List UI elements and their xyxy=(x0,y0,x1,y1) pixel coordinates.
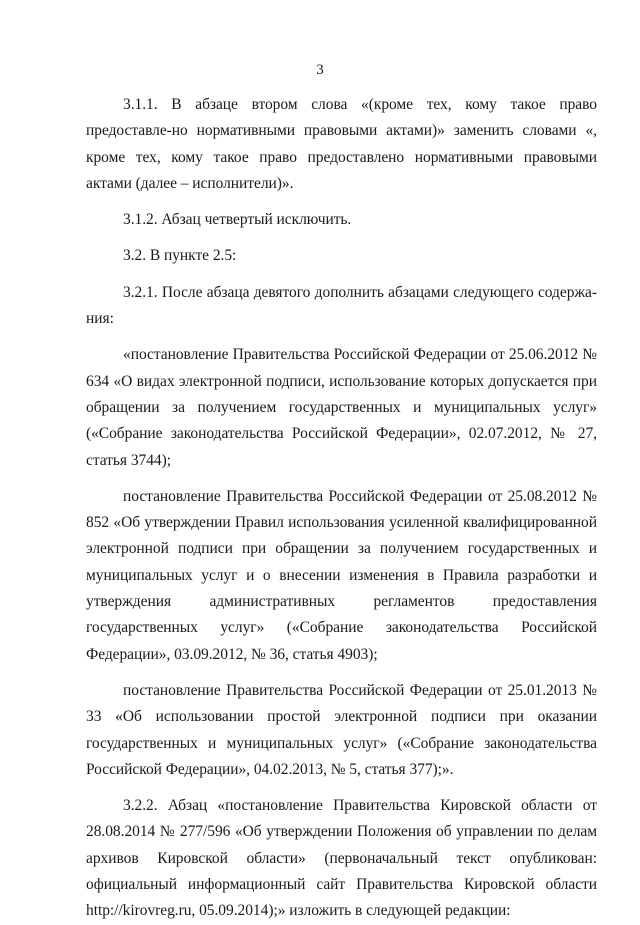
paragraph-3-2-2: 3.2.2. Абзац «постановление Правительства Кировской области от 28.08.2014 № 277/596 «Об утверждении Положения об управлении по делам архивов Кировской области» (первоначальный текст опубликован: официальный информационный сайт Правительства Кировской области http://kirovreg.ru, 05.09.2014);» изложить в следующей редакции: xyxy=(86,797,597,920)
paragraph-3-1-2: 3.1.2. Абзац четвертый исключить. xyxy=(123,211,352,229)
document-body xyxy=(86,92,597,925)
page-number: 3 xyxy=(316,62,324,78)
paragraph-3-1-1: 3.1.1. В абзаце втором слова «(кроме тех, кому такое право предоставле-но нормативными правовыми актами)» заменить словами «, кроме тех, кому такое право предоставлено нормативными правовыми актами (далее – исполнители)». xyxy=(86,96,597,192)
paragraph-resolution-852: постановление Правительства Российской Федерации от 25.08.2012 № 852 «Об утверждении Правил использования усиленной квалифицированной электронной подписи при обращении за получением государственных и муниципальных услуг и о внесении изменения в Правила разработки и утверждения административных регламентов предоставления государственных услуг» («Собрание законодательства Российской Федерации», 03.09.2012, № 36, статья 4903); xyxy=(86,487,597,663)
paragraph-resolution-33: постановление Правительства Российской Федерации от 25.01.2013 № 33 «Об использовании простой электронной подписи при оказании государственных и муниципальных услуг» («Собрание законодательства Российской Федерации», 04.02.2013, № 5, статья 377);». xyxy=(86,681,597,778)
paragraph-3-2: 3.2. В пункте 2.5: xyxy=(123,247,237,265)
paragraph-resolution-634: «постановление Правительства Российской Федерации от 25.06.2012 № 634 «О видах электронной подписи, использование которых допускается при обращении за получением государственных и муниципальных услуг» («Собрание законодательства Российской Федерации», 02.07.2012, № 27, статья 3744); xyxy=(86,346,597,469)
paragraph-3-2-1: 3.2.1. После абзаца девятого дополнить абзацами следующего содержа-ния: xyxy=(86,283,597,328)
